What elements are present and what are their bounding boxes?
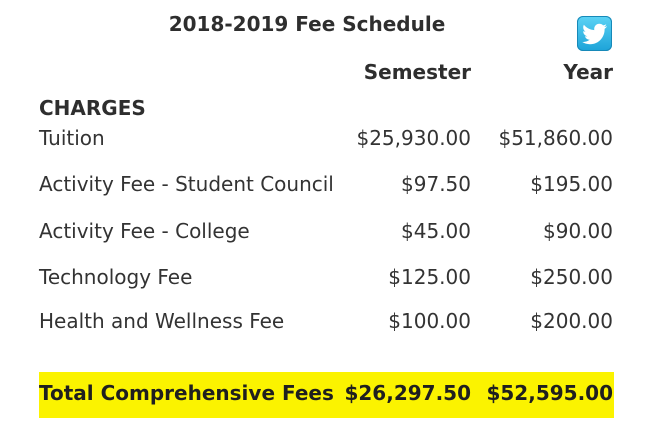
fee-row-technology — [39, 265, 614, 295]
charges-section-heading: CHARGES — [39, 96, 146, 120]
page-title: 2018-2019 Fee Schedule — [168, 12, 446, 36]
fee-label: Technology Fee — [39, 265, 193, 289]
semester-amount: $100.00 — [388, 309, 471, 333]
total-year-amount: $52,595.00 — [486, 381, 613, 405]
semester-amount: $25,930.00 — [356, 126, 471, 150]
fee-row-tuition — [39, 126, 614, 156]
semester-amount: $97.50 — [401, 172, 471, 196]
year-amount: $195.00 — [530, 172, 613, 196]
semester-amount: $45.00 — [401, 219, 471, 243]
twitter-icon — [582, 23, 608, 45]
fee-row-activity-college — [39, 219, 614, 249]
total-label: Total Comprehensive Fees — [39, 381, 334, 405]
year-amount: $90.00 — [543, 219, 613, 243]
year-amount: $200.00 — [530, 309, 613, 333]
semester-column-header: Semester — [363, 60, 471, 84]
fee-label: Activity Fee - Student Council — [39, 172, 334, 196]
year-amount: $250.00 — [530, 265, 613, 289]
total-semester-amount: $26,297.50 — [344, 381, 471, 405]
fee-row-activity-student-council — [39, 172, 614, 202]
fee-row-health-wellness — [39, 309, 614, 339]
fee-label: Activity Fee - College — [39, 219, 250, 243]
fee-label: Tuition — [39, 126, 105, 150]
total-row — [39, 372, 614, 418]
fee-label: Health and Wellness Fee — [39, 309, 285, 333]
year-column-header: Year — [563, 60, 613, 84]
twitter-share-button[interactable] — [577, 16, 612, 51]
semester-amount: $125.00 — [388, 265, 471, 289]
year-amount: $51,860.00 — [498, 126, 613, 150]
